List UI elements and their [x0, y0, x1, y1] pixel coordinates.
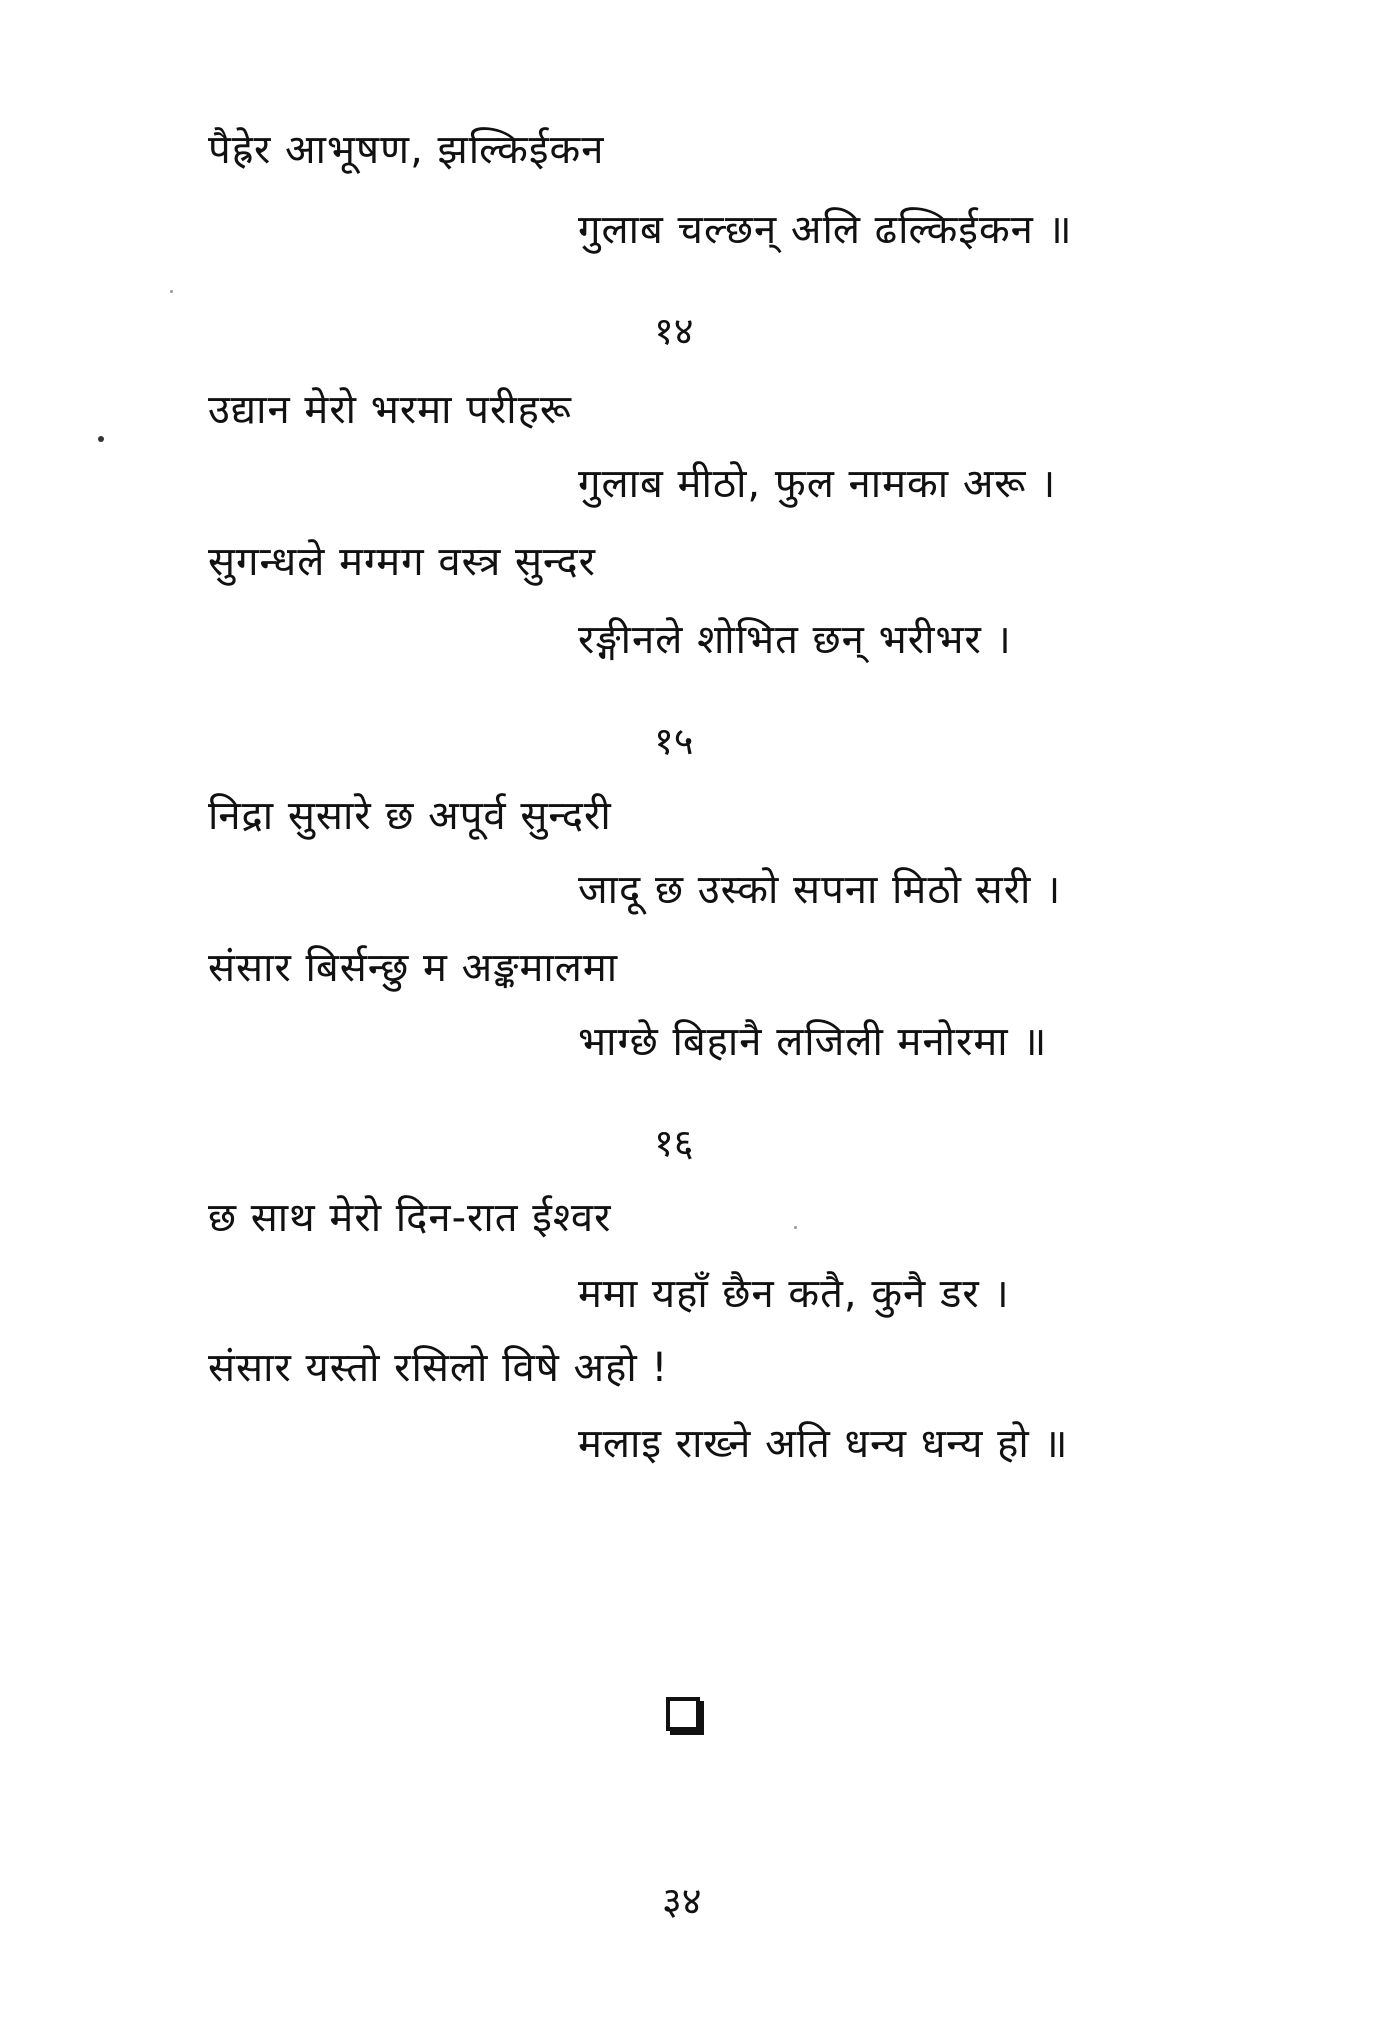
- verse-line: संसार बिर्सन्छु म अङ्कमालमा: [208, 945, 619, 991]
- verse-line: सुगन्धले मग्मग वस्त्र सुन्दर: [208, 539, 596, 585]
- verse-line: निद्रा सुसारे छ अपूर्व सुन्दरी: [208, 793, 612, 839]
- scan-speck: [170, 290, 173, 293]
- verse-line: जादू छ उस्को सपना मिठो सरी ।: [578, 867, 1062, 913]
- scan-speck: [98, 436, 104, 442]
- end-of-poem-square-icon: [666, 1697, 700, 1731]
- verse-line: पैह्रेर आभूषण, झल्किईकन: [208, 127, 605, 173]
- verse-line: गुलाब मीठो, फुल नामका अरू ।: [578, 461, 1057, 507]
- scan-speck: [794, 1226, 797, 1229]
- verse-line: छ साथ मेरो दिन-रात ईश्वर: [208, 1195, 612, 1241]
- verse-line: ममा यहाँ छैन कतै, कुनै डर ।: [578, 1271, 1010, 1317]
- stanza-number: १४: [654, 309, 694, 353]
- verse-line: भाग्छे बिहानै लजिली मनोरमा ॥: [578, 1019, 1048, 1065]
- verse-line: उद्यान मेरो भरमा परीहरू: [208, 387, 572, 433]
- verse-line: मलाइ राख्ने अति धन्य धन्य हो ॥: [578, 1421, 1069, 1467]
- verse-line: संसार यस्तो रसिलो विषे अहो !: [208, 1345, 669, 1391]
- stanza-number: १५: [654, 719, 694, 763]
- verse-line: रङ्गीनले शोभित छन् भरीभर ।: [578, 617, 1012, 663]
- page-number: ३४: [662, 1879, 702, 1923]
- verse-line: गुलाब चल्छन् अलि ढल्किईकन ॥: [578, 207, 1073, 253]
- stanza-number: १६: [654, 1121, 694, 1165]
